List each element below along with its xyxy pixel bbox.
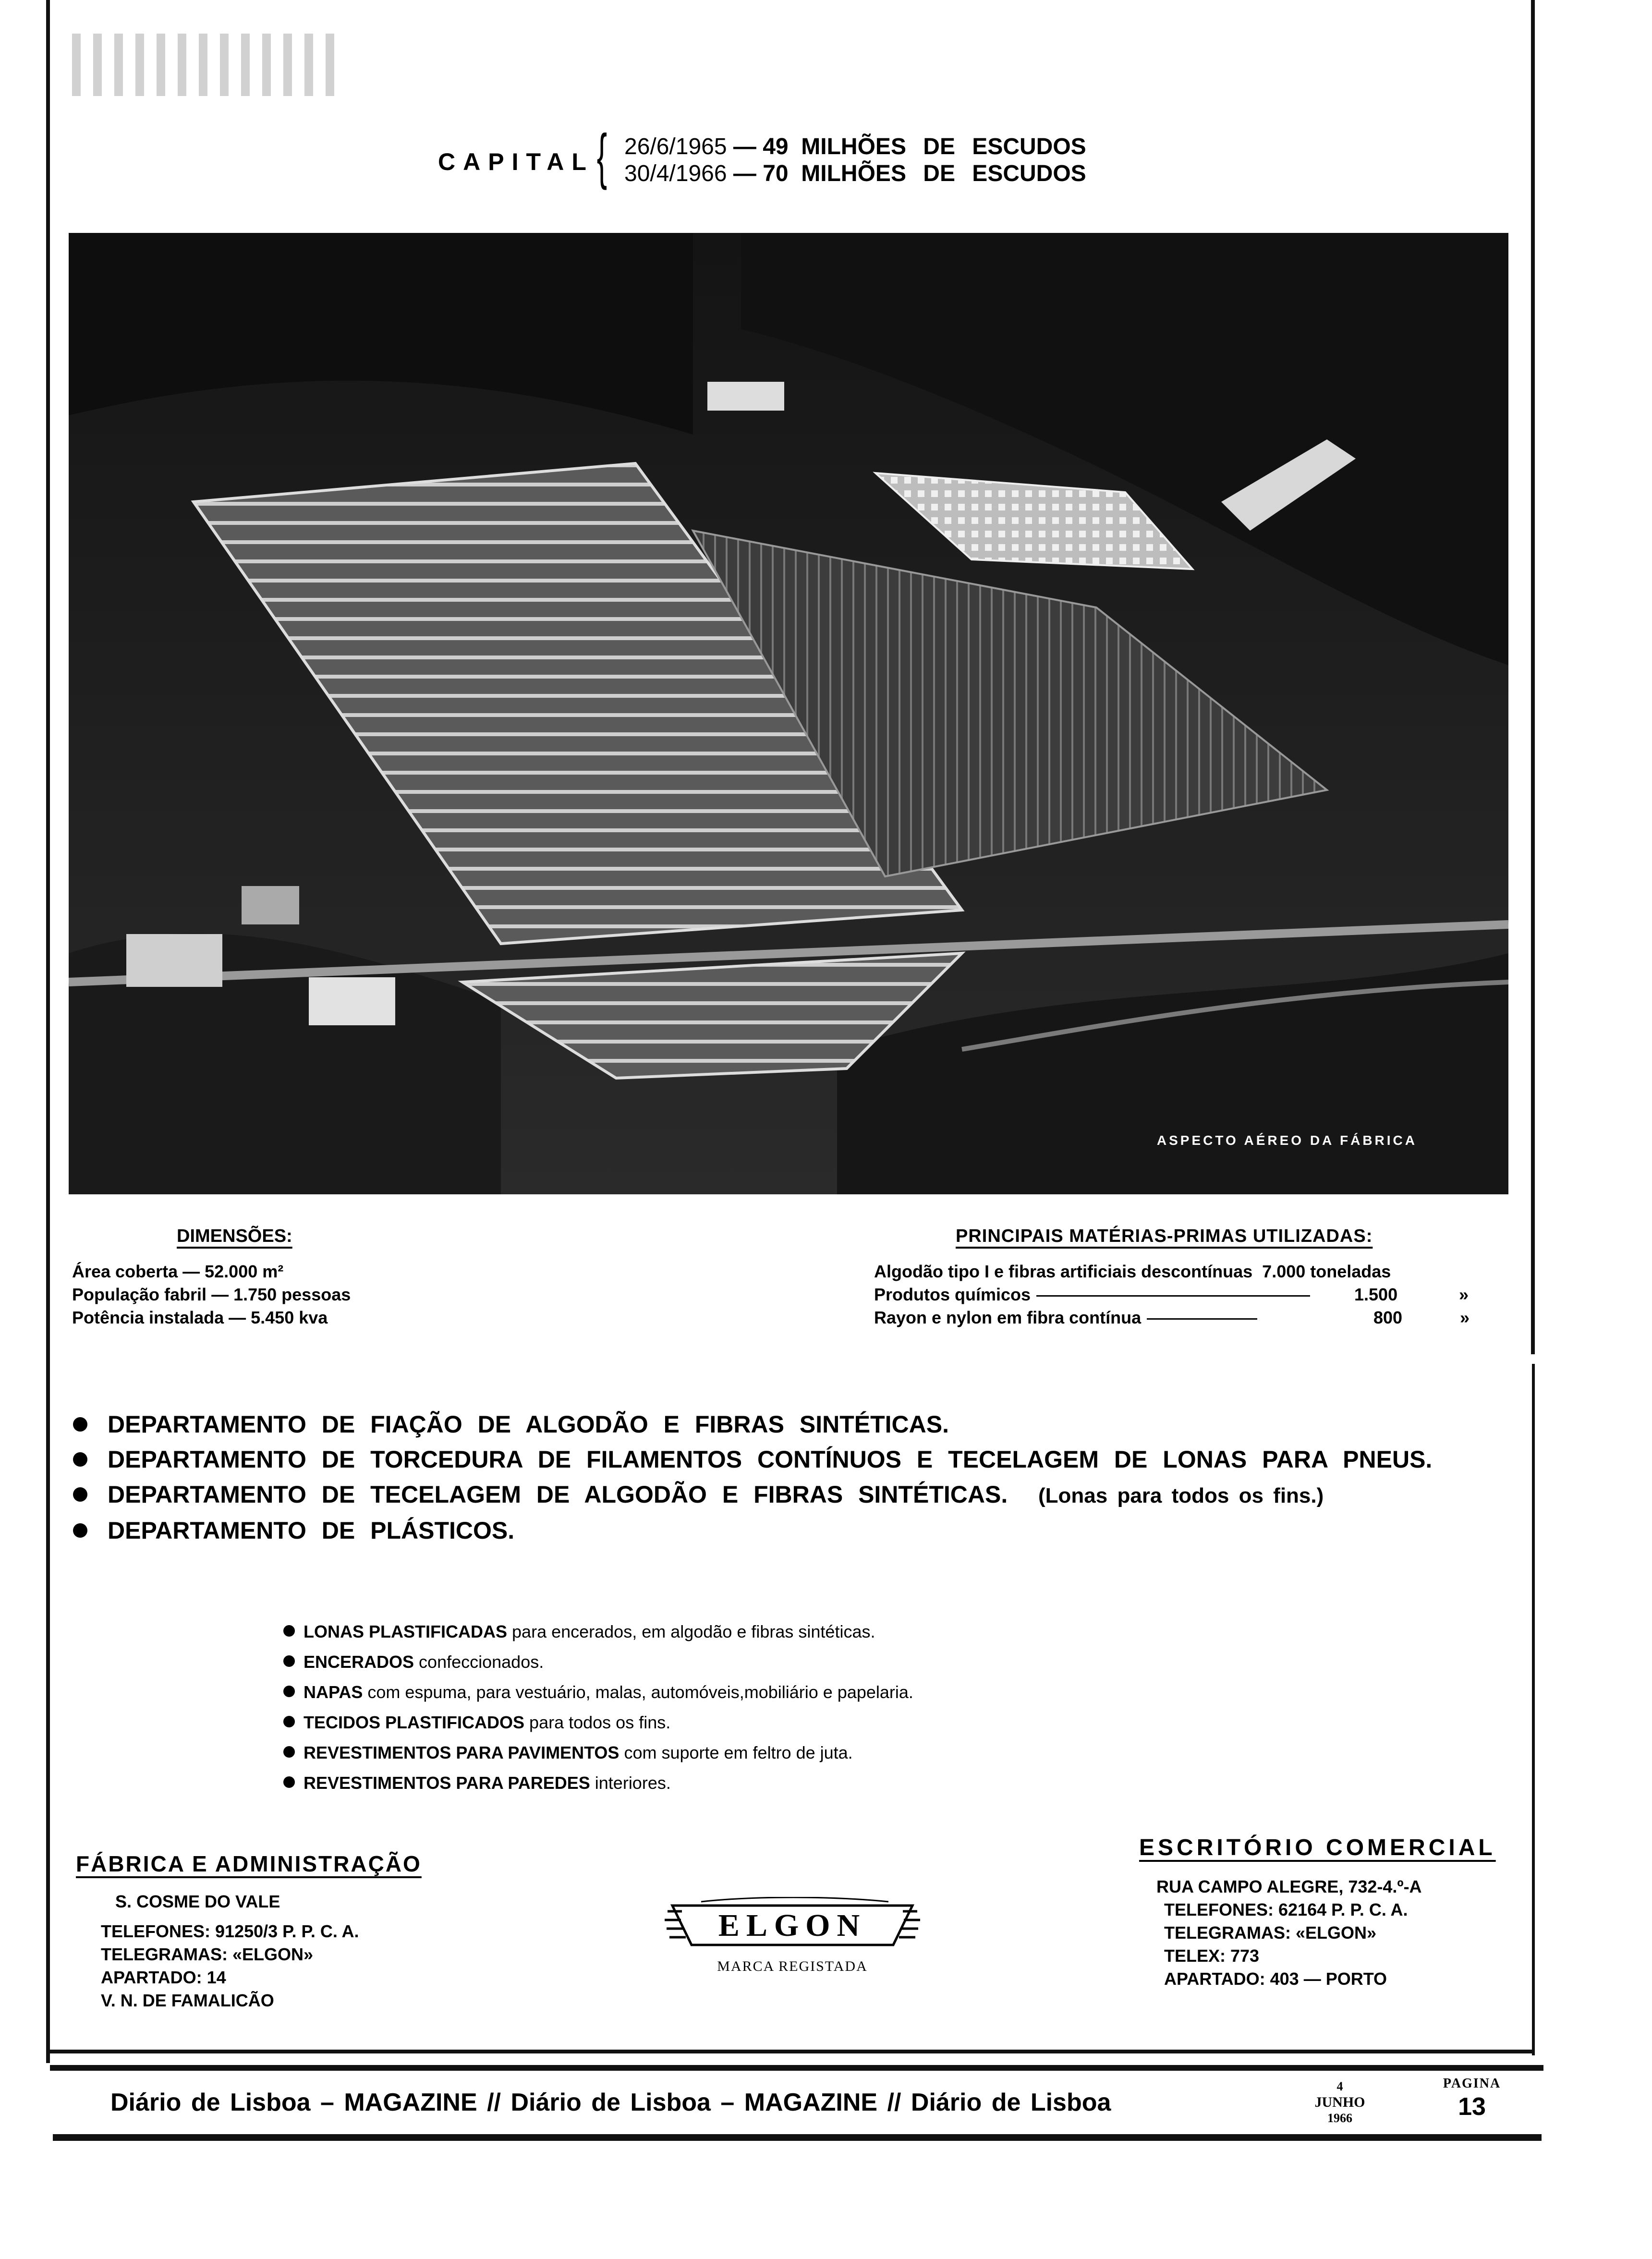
- factory-title: FÁBRICA E ADMINISTRAÇÃO: [76, 1851, 422, 1876]
- photo-caption: ASPECTO AÉREO DA FÁBRICA: [1156, 1133, 1417, 1148]
- material-row: Produtos químicos: [874, 1283, 1316, 1306]
- factory-place: S. COSME DO VALE: [115, 1892, 280, 1911]
- right-border-line-lower: [1532, 1364, 1535, 2055]
- office-address: [1139, 1834, 1523, 1991]
- capital-entry: 30/4/1966 — 70 MILHÕES DE ESCUDOS: [624, 161, 1086, 186]
- left-border-line: [46, 0, 50, 2063]
- product-item: TECIDOS PLASTIFICADOS para todos os fins.: [283, 1707, 1244, 1737]
- office-line: TELEGRAMAS: «ELGON»: [1164, 1923, 1377, 1943]
- dimension-row: Área coberta — 52.000 m²: [72, 1262, 284, 1281]
- product-item: LONAS PLASTIFICADAS para encerados, em algodão e fibras sintéticas.: [283, 1616, 1244, 1647]
- footer-rule-bottom: [53, 2134, 1542, 2141]
- faded-masthead: [72, 34, 341, 96]
- capital-label: CAPITAL: [438, 148, 594, 175]
- page-number-block: PAGINA 13: [1443, 2076, 1501, 2121]
- factory-line: V. N. DE FAMALICÃO: [101, 1991, 274, 2010]
- issue-date: 4 JUNHO 1966: [1314, 2079, 1365, 2125]
- material-value: 1.500: [1354, 1285, 1398, 1304]
- products-list: [283, 1616, 1244, 1798]
- department-item: DEPARTAMENTO DE PLÁSTICOS.: [73, 1513, 1509, 1548]
- bullet-icon: [283, 1655, 295, 1667]
- elgon-logo: [658, 1897, 927, 1979]
- capital-entry: 26/6/1965 — 49 MILHÕES DE ESCUDOS: [624, 134, 1086, 159]
- office-lines: [1158, 1875, 1523, 1991]
- bullet-icon: [283, 1776, 295, 1788]
- elgon-brand: ELGON: [718, 1908, 867, 1943]
- dimension-row: População fabril — 1.750 pessoas: [72, 1285, 351, 1304]
- product-item: REVESTIMENTOS PARA PAVIMENTOS com suporte em feltro de juta.: [283, 1737, 1244, 1768]
- factory-aerial-illustration: [69, 233, 1508, 1194]
- bullet-icon: [283, 1686, 295, 1697]
- factory-line: APARTADO: 14: [101, 1968, 226, 1987]
- product-item: REVESTIMENTOS PARA PAREDES interiores.: [283, 1768, 1244, 1798]
- dimension-row: Potência instalada — 5.450 kva: [72, 1308, 328, 1327]
- capital-brace: {: [596, 122, 607, 191]
- material-unit: »: [1460, 1308, 1470, 1327]
- office-line: TELEX: 773: [1164, 1946, 1260, 1966]
- bullet-icon: [283, 1746, 295, 1758]
- footer-rule-top: [50, 2050, 1534, 2053]
- materials-section: [874, 1225, 1513, 1340]
- capital-entries: [624, 134, 1086, 187]
- material-row: Rayon e nylon em fibra contínua: [874, 1306, 1263, 1329]
- material-value: 800: [1373, 1308, 1403, 1327]
- bullet-icon: [73, 1487, 87, 1502]
- office-line: APARTADO: 403 — PORTO: [1164, 1969, 1387, 1989]
- bullet-icon: [73, 1452, 87, 1467]
- bullet-icon: [283, 1716, 295, 1727]
- bullet-icon: [73, 1417, 87, 1432]
- product-item: NAPAS com espuma, para vestuário, malas, automóveis,mobiliário e papelaria.: [283, 1677, 1244, 1707]
- dimensions-title: DIMENSÕES:: [177, 1226, 292, 1246]
- office-title: ESCRITÓRIO COMERCIAL: [1139, 1835, 1496, 1860]
- right-border-line: [1531, 0, 1535, 1354]
- departments-list: [73, 1407, 1509, 1548]
- factory-line: TELEGRAMAS: «ELGON»: [101, 1944, 314, 1964]
- office-line: TELEFONES: 62164 P. P. C. A.: [1164, 1900, 1408, 1919]
- department-item: DEPARTAMENTO DE TECELAGEM DE ALGODÃO E FIBRAS SINTÉTICAS. (Lonas para todos os fins.): [73, 1477, 1509, 1513]
- materials-title: PRINCIPAIS MATÉRIAS-PRIMAS UTILIZADAS:: [956, 1226, 1373, 1246]
- product-item: ENCERADOS confeccionados.: [283, 1647, 1244, 1677]
- office-line: RUA CAMPO ALEGRE, 732-4.º-A: [1156, 1877, 1422, 1896]
- department-item: DEPARTAMENTO DE FIAÇÃO DE ALGODÃO E FIBRAS SINTÉTICAS.: [73, 1407, 1509, 1442]
- department-item: DEPARTAMENTO DE TORCEDURA DE FILAMENTOS CONTÍNUOS E TECELAGEM DE LONAS PARA PNEUS.: [73, 1442, 1509, 1477]
- bullet-icon: [73, 1523, 87, 1538]
- factory-address: [76, 1851, 508, 2012]
- registered-mark: MARCA REGISTADA: [717, 1958, 868, 1974]
- bullet-icon: [283, 1625, 295, 1637]
- footer-running-title: Diário de Lisboa – MAGAZINE // Diário de Lisboa – MAGAZINE // Diário de Lisboa: [110, 2089, 1111, 2116]
- material-unit: »: [1459, 1285, 1469, 1304]
- footer-rule-top-2: [50, 2065, 1543, 2071]
- factory-line: TELEFONES: 91250/3 P. P. C. A.: [101, 1921, 359, 1941]
- factory-aerial-photo: [69, 233, 1508, 1194]
- dimensions-list: [72, 1260, 351, 1329]
- material-row: Algodão tipo I e fibras artificiais descontínuas 7.000 toneladas: [874, 1262, 1391, 1281]
